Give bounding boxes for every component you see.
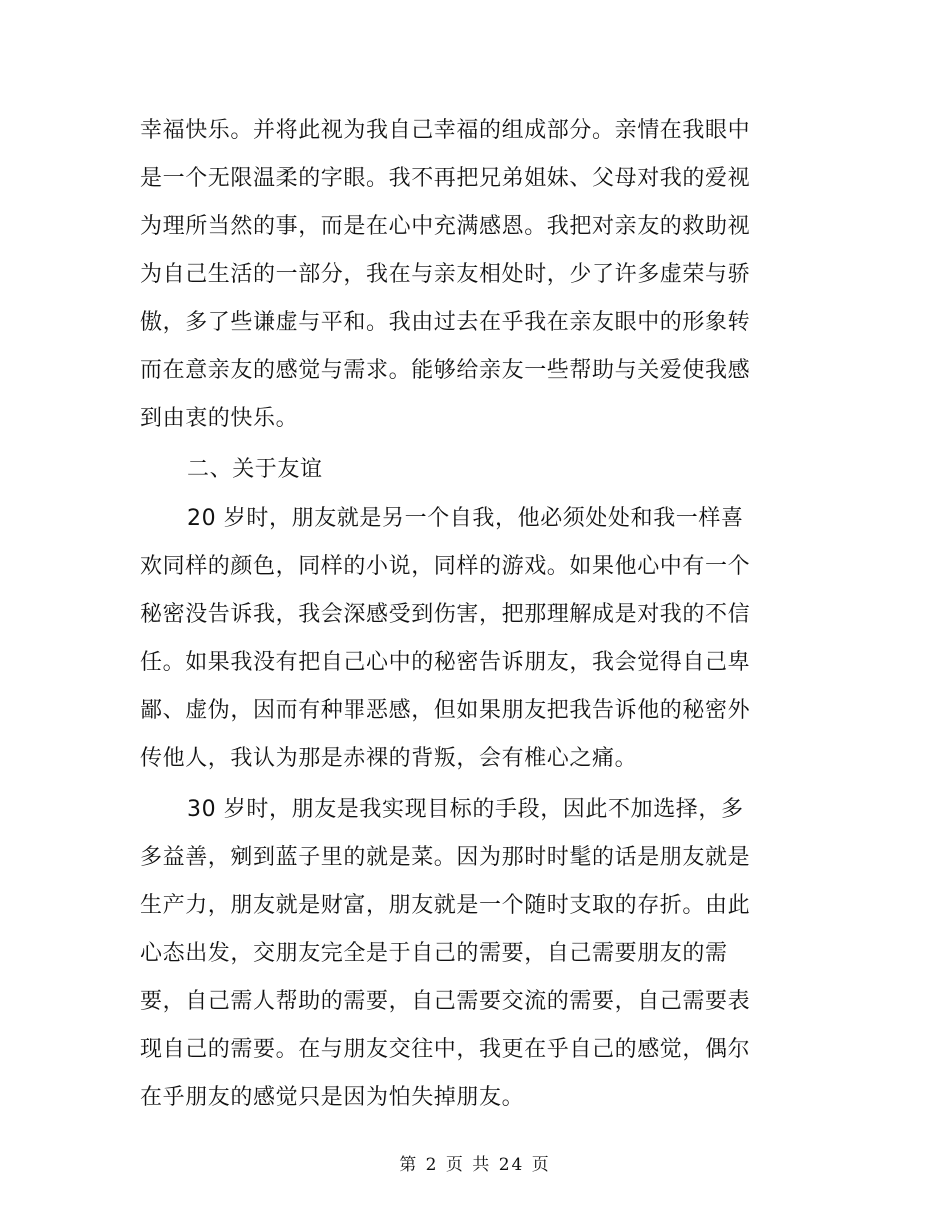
paragraph-line: 在乎朋友的感觉只是因为怕失掉朋友。 [140, 1085, 525, 1110]
paragraph-line: 傲，多了些谦虚与平和。我由过去在乎我在亲友眼中的形象转 [140, 310, 751, 335]
section-heading: 二、关于友谊 [187, 457, 323, 482]
page-number-footer: 第 2 页 共 24 页 [399, 1155, 551, 1175]
paragraph-line: 到由衷的快乐。 [140, 406, 299, 431]
paragraph-line: 现自己的需要。在与朋友交往中，我更在乎自己的感觉，偶尔 [140, 1037, 751, 1062]
paragraph-line: 而在意亲友的感觉与需求。能够给亲友一些帮助与关爱使我感 [140, 358, 751, 383]
paragraph-line: 欢同样的颜色，同样的小说，同样的游戏。如果他心中有一个 [140, 554, 751, 579]
paragraph-line: 为自己生活的一部分，我在与亲友相处时，少了许多虚荣与骄 [140, 262, 751, 287]
paragraph-line: 多益善，剜到蓝子里的就是菜。因为那时时髦的话是朋友就是 [140, 845, 751, 870]
paragraph-line: 任。如果我没有把自己心中的秘密告诉朋友，我会觉得自己卑 [140, 650, 751, 675]
paragraph-line: 要，自己需人帮助的需要，自己需要交流的需要，自己需要表 [140, 989, 751, 1014]
paragraph-line: 20 岁时，朋友就是另一个自我，他必须处处和我一样喜 [187, 506, 744, 531]
paragraph-line: 30 岁时，朋友是我实现目标的手段，因此不加选择，多 [187, 797, 744, 822]
paragraph-line: 幸福快乐。并将此视为我自己幸福的组成部分。亲情在我眼中 [140, 118, 751, 143]
paragraph-line: 心态出发，交朋友完全是于自己的需要，自己需要朋友的需 [140, 941, 728, 966]
paragraph-line: 生产力，朋友就是财富，朋友就是一个随时支取的存折。由此 [140, 893, 751, 918]
paragraph-line: 是一个无限温柔的字眼。我不再把兄弟姐妹、父母对我的爱视 [140, 166, 751, 191]
paragraph-line: 鄙、虚伪，因而有种罪恶感，但如果朋友把我告诉他的秘密外 [140, 698, 751, 723]
paragraph-line: 传他人，我认为那是赤裸的背叛，会有椎心之痛。 [140, 746, 638, 771]
paragraph-line: 为理所当然的事，而是在心中充满感恩。我把对亲友的救助视 [140, 214, 751, 239]
paragraph-line: 秘密没告诉我，我会深感受到伤害，把那理解成是对我的不信 [140, 602, 751, 627]
